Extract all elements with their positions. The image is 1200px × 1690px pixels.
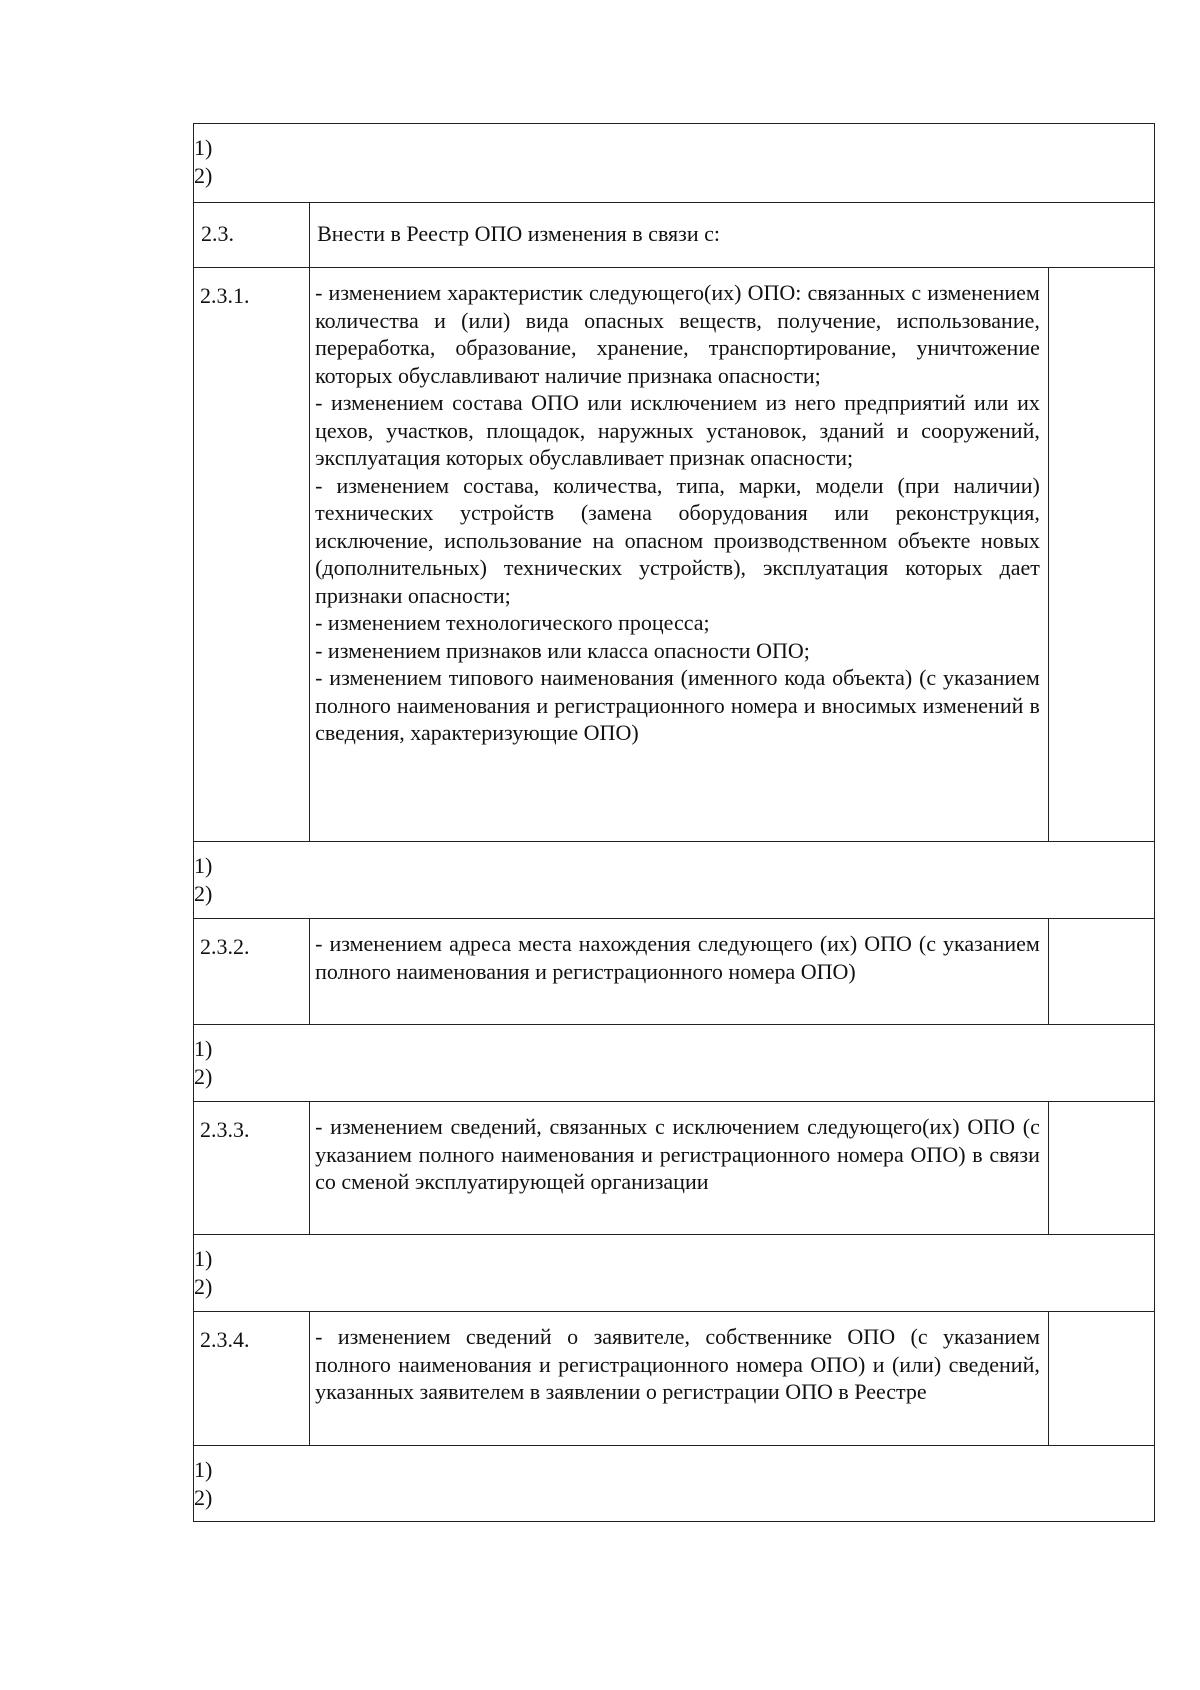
list-item-1: 1) xyxy=(194,1036,213,1061)
list-row-2-3-2 xyxy=(194,1025,1155,1102)
item-row-2-3-1 xyxy=(194,268,1155,842)
item-mark-cell xyxy=(1048,1312,1154,1446)
list-item-1: 1) xyxy=(194,1246,213,1271)
item-number: 2.3.1. xyxy=(194,268,310,842)
item-paragraph: - изменением типового наименования (именного кода объекта) (с указанием полного наименования и регистрационного номера и вносимых изменений в сведения, характеризующие ОПО) xyxy=(315,665,1040,745)
item-paragraph: - изменением признаков или класса опасности ОПО; xyxy=(315,637,810,663)
item-number: 2.3.3. xyxy=(194,1102,310,1235)
item-paragraph: - изменением состава ОПО или исключением из него предприятий или их цехов, участков, площадок, наружных установок, зданий и сооружений, эксплуатация которых обуславливает признак опасности; xyxy=(315,390,1040,470)
item-number: 2.3.2. xyxy=(194,919,310,1025)
list-item-2: 2) xyxy=(194,1273,213,1299)
item-paragraph: - изменением адреса места нахождения следующего (их) ОПО (с указанием полного наименования и регистрационного номера ОПО) xyxy=(315,931,1040,984)
item-paragraph: - изменением технологического процесса; xyxy=(315,610,710,635)
section-2-3-row xyxy=(194,203,1155,268)
top-list-cell xyxy=(194,124,1155,203)
section-number: 2.3. xyxy=(194,203,310,268)
section-title: Внести в Реестр ОПО изменения в связи с: xyxy=(310,203,1155,268)
item-paragraph: - изменением сведений о заявителе, собственнике ОПО (с указанием полного наименования и регистрационного номера ОПО) и (или) сведений, указанных заявителем в заявлении о регистрации ОПО в Реестре xyxy=(315,1324,1040,1404)
list-cell xyxy=(194,1235,1155,1312)
item-paragraph: - изменением характеристик следующего(их) ОПО: связанных с изменением количества и (или) вида опасных веществ, получение, использование, переработка, образование, хранение, транспортирование, уничтожение которых обуславливают наличие признака опасности; xyxy=(315,280,1040,388)
list-item-1: 1) xyxy=(194,1457,213,1482)
item-text xyxy=(310,1102,1049,1235)
registry-changes-table xyxy=(193,123,1155,1522)
item-text xyxy=(310,1312,1049,1446)
item-row-2-3-3 xyxy=(194,1102,1155,1235)
list-cell xyxy=(194,1025,1155,1102)
list-item-2: 2) xyxy=(194,1484,213,1510)
list-row-2-3-3 xyxy=(194,1235,1155,1312)
item-text xyxy=(310,268,1049,842)
item-row-2-3-4 xyxy=(194,1312,1155,1446)
list-item-1: 1) xyxy=(194,135,213,160)
item-mark-cell xyxy=(1048,1102,1154,1235)
list-row-2-3-4 xyxy=(194,1446,1155,1522)
list-cell xyxy=(194,842,1155,919)
list-item-2: 2) xyxy=(194,1063,213,1089)
top-list-row xyxy=(194,124,1155,203)
item-mark-cell xyxy=(1048,268,1154,842)
list-item-2: 2) xyxy=(194,162,213,188)
item-mark-cell xyxy=(1048,919,1154,1025)
item-row-2-3-2 xyxy=(194,919,1155,1025)
item-paragraph: - изменением сведений, связанных с исключением следующего(их) ОПО (с указанием полного наименования и регистрационного номера ОПО) в связи со сменой эксплуатирующей организации xyxy=(315,1114,1040,1194)
item-paragraph: - изменением состава, количества, типа, марки, модели (при наличии) технических устройств (замена оборудования или реконструкция, исключение, использование на опасном производственном объекте новых (дополнительных) технических устройств), эксплуатация которых дает признаки опасности; xyxy=(315,472,1040,608)
list-row-2-3-1 xyxy=(194,842,1155,919)
list-item-2: 2) xyxy=(194,880,213,906)
list-cell xyxy=(194,1446,1155,1522)
list-item-1: 1) xyxy=(194,853,213,878)
item-number: 2.3.4. xyxy=(194,1312,310,1446)
item-text xyxy=(310,919,1049,1025)
